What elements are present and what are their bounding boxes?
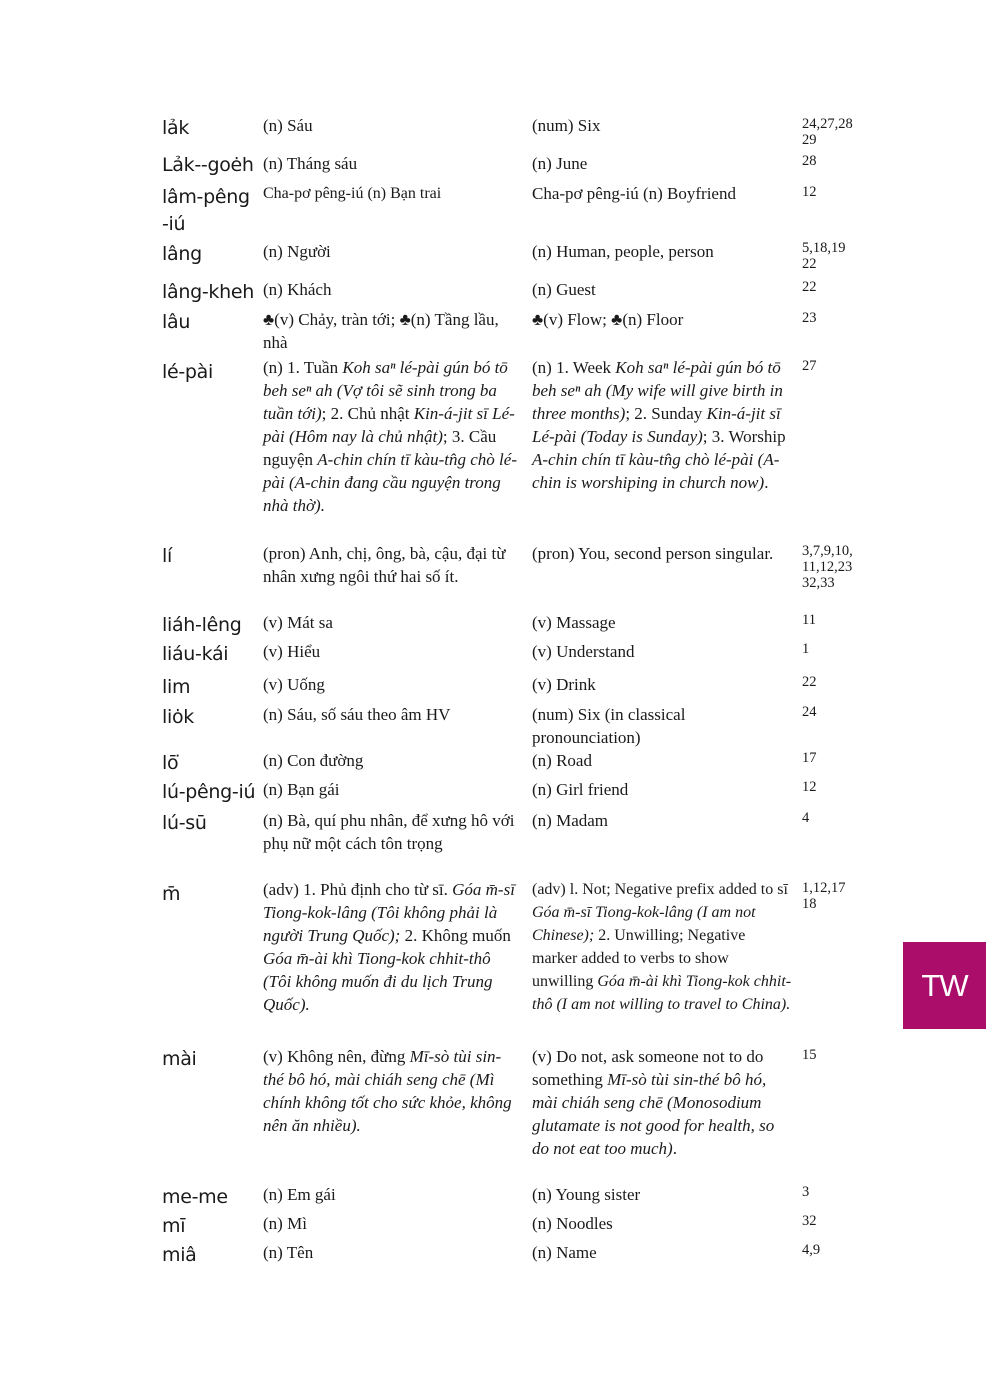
entry-english: (n) Guest [532,280,596,299]
example-sentence: A-chin chín tī kàu-tn̂g chò lé-pài (A-chin is worshiping in church now) [532,450,780,492]
entry-headword: me-me [162,1186,228,1208]
entry-pages: 24 [802,704,817,720]
entry-pages: 11 [802,612,816,628]
entry-pages: 22 [802,279,817,295]
entry-headword: liáu-kái [162,643,229,665]
example-sentence: Koh saⁿ lé-pài gún bó tō beh seⁿ ah (My wife will give birth in three months) [532,358,783,423]
entry-pages: 23 [802,310,817,326]
entry-headword: lim [162,676,191,698]
entry-pages: 5,18,19 22 [802,240,846,272]
entry-english: (n) Name [532,1243,597,1262]
entry-headword: lé-pài [162,361,214,383]
entry-pages: 27 [802,358,817,374]
entry-headword: liáh-lêng [162,614,242,636]
entry-english: ♣(v) Flow; ♣(n) Floor [532,310,684,329]
entry-pages: 3 [802,1184,810,1200]
entry-english: (n) June [532,154,588,173]
entry-pages: 4,9 [802,1242,821,1258]
entry-english: (n) 1. Week Koh saⁿ lé-pài gún bó tō beh seⁿ ah (My wife will give birth in three months); 2. Sunday Kin-á-jit sī Lé-pài (Today is Sunday); 3. Worship A-chin chín tī kàu-tn̂g chò lé-pài (A-chin is worshiping in church now). [532,358,786,492]
entry-vietnamese: (n) 1. Tuần Koh saⁿ lé-pài gún bó tō beh seⁿ ah (Vợ tôi sẽ sinh trong ba tuần tới); 2. Chủ nhật Kin-á-jit sī Lé-pài (Hôm nay là chủ nhật); 3. Cầu nguyện A-chin chín tī kàu-tn̂g chò lé-pài (A-chin đang cầu nguyện trong nhà thờ). [263,358,517,515]
entry-headword: lú-sū [162,812,207,834]
entry-headword: lí [162,545,172,567]
entry-pages: 12 [802,779,817,795]
entry-vietnamese: (n) Sáu [263,116,313,135]
entry-english: Cha-pơ pêng-iú (n) Boyfriend [532,184,736,203]
entry-vietnamese: (v) Mát sa [263,613,333,632]
entry-pages: 12 [802,184,817,200]
example-sentence: Mī-sò tùi sin-thé bô hó, mài chiáh seng chē (Mì chính không tốt cho sức khỏe, không nên ăn nhiều). [263,1047,512,1135]
entry-english: (pron) You, second person singular. [532,544,774,563]
entry-vietnamese: (adv) 1. Phủ định cho từ sī. Góa m̄-sī Tiong-kok-lâng (Tôi không phải là người Trung Quốc); 2. Không muốn Góa m̄-ài khì Tiong-kok chhit-thô (Tôi không muốn đi du lịch Trung Quốc). [263,880,515,1014]
section-tab-tw [903,942,986,1029]
entry-headword: lâng-kheh [162,281,254,303]
example-sentence: Góa m̄-sī Tiong-kok-lâng (Tôi không phải là người Trung Quốc); [263,880,515,945]
entry-pages: 22 [802,674,817,690]
entry-vietnamese: (n) Tháng sáu [263,154,358,173]
entry-headword: miâ [162,1244,197,1266]
entry-vietnamese: (n) Tên [263,1243,314,1262]
entry-vietnamese: Cha-pơ pêng-iú (n) Bạn trai [263,185,442,202]
entry-english: (num) Six (in classical pronounciation) [532,705,686,747]
example-sentence: A-chin chín tī kàu-tn̂g chò lé-pài (A-chin đang cầu nguyện trong nhà thờ). [263,450,517,515]
entry-pages: 4 [802,810,810,826]
entry-headword: Lảk--goėh [162,154,254,176]
entry-pages: 17 [802,750,817,766]
entry-english: (n) Human, people, person [532,242,714,261]
entry-headword: m̄ [162,883,181,905]
entry-headword: lō͘ [162,752,179,774]
entry-headword: lâu [162,311,191,333]
entry-english: (n) Young sister [532,1185,641,1204]
entry-english: (n) Girl friend [532,780,629,799]
entry-vietnamese: (n) Sáu, số sáu theo âm HV [263,705,451,724]
section-tab-label: TW [921,967,968,1003]
entry-vietnamese: (n) Bà, quí phu nhân, để xưng hô với phụ nữ một cách tôn trọng [263,811,515,853]
entry-headword: mài [162,1048,197,1070]
entry-vietnamese: (v) Uống [263,675,325,694]
entry-pages: 15 [802,1047,817,1063]
entry-vietnamese: (n) Con đường [263,751,364,770]
example-sentence: Kin-á-jit sī Lé-pài (Hôm nay là chủ nhật) [263,404,515,446]
example-sentence: Góa m̄-ài khì Tiong-kok chhit-thô (I am not willing to travel to China). [532,973,792,1013]
entry-english: (v) Drink [532,675,596,694]
entry-vietnamese: (v) Hiểu [263,642,321,661]
example-sentence: Mī-sò tùi sin-thé bô hó, mài chiáh seng chē (Monosodium glutamate is not good for health, so do not eat too much) [532,1070,775,1158]
entry-english: (n) Noodles [532,1214,613,1233]
entry-vietnamese: ♣(v) Chảy, tràn tới; ♣(n) Tầng lầu, nhà [263,310,499,352]
entry-vietnamese: (n) Khách [263,280,332,299]
entry-pages: 3,7,9,10, 11,12,23 32,33 [802,543,853,591]
entry-english: (v) Massage [532,613,616,632]
example-sentence: Kin-á-jit sī Lé-pài (Today is Sunday) [532,404,781,446]
entry-english: (adv) l. Not; Negative prefix added to sī Góa m̄-sī Tiong-kok-lâng (I am not Chinese); 2. Unwilling; Negative marker added to verbs to show unwilling Góa m̄-ài khì Tiong-kok chhit-thô (I am not willing to travel to China). [532,881,792,1013]
entry-vietnamese: (n) Người [263,242,331,261]
entry-headword: lâm-pêng -iú [162,186,250,235]
entry-pages: 1,12,17 18 [802,880,846,912]
entry-vietnamese: (n) Mì [263,1214,307,1233]
entry-headword: lú-pêng-iú [162,781,256,803]
example-sentence: Góa m̄-sī Tiong-kok-lâng (I am not Chinese); [532,904,756,944]
entry-english: (v) Understand [532,642,635,661]
entry-pages: 24,27,28 29 [802,116,853,148]
example-sentence: Koh saⁿ lé-pài gún bó tō beh seⁿ ah (Vợ tôi sẽ sinh trong ba tuần tới) [263,358,508,423]
entry-english: (n) Road [532,751,592,770]
entry-headword: lâng [162,243,202,265]
entry-pages: 1 [802,641,810,657]
entry-vietnamese: (pron) Anh, chị, ông, bà, cậu, đại từ nhân xưng ngôi thứ hai số ít. [263,544,506,586]
entry-vietnamese: (n) Bạn gái [263,780,340,799]
entry-english: (v) Do not, ask someone not to do something Mī-sò tùi sin-thé bô hó, mài chiáh seng chē (Monosodium glutamate is not good for health, so do not eat too much). [532,1047,775,1158]
entry-headword: lảk [162,117,190,139]
entry-english: (n) Madam [532,811,609,830]
entry-pages: 28 [802,153,817,169]
entry-vietnamese: (n) Em gái [263,1185,336,1204]
entry-headword: mī [162,1215,186,1237]
entry-headword: liȯk [162,706,194,728]
entry-vietnamese: (v) Không nên, đừng Mī-sò tùi sin-thé bô hó, mài chiáh seng chē (Mì chính không tốt cho sức khỏe, không nên ăn nhiều). [263,1047,512,1135]
entry-english: (num) Six [532,116,601,135]
example-sentence: Góa m̄-ài khì Tiong-kok chhit-thô (Tôi không muốn đi du lịch Trung Quốc). [263,949,493,1014]
entry-pages: 32 [802,1213,817,1229]
